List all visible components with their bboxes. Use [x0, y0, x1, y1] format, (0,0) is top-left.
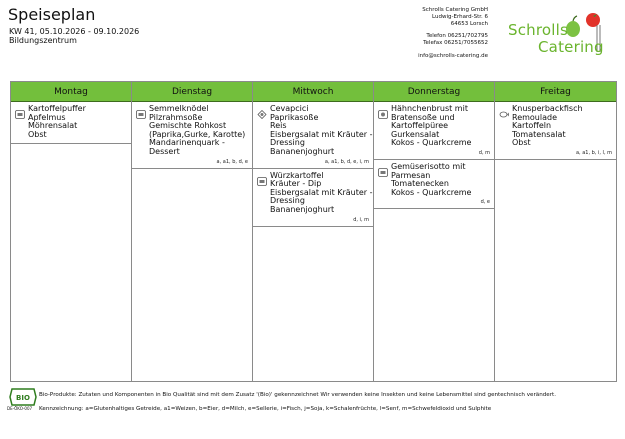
meal-line: (Paprika,Gurke, Karotte) — [149, 129, 246, 139]
meal-line: Reis — [270, 121, 287, 131]
meal-entry — [374, 102, 494, 160]
meal-line: Eisbergsalat mit Kräuter - — [270, 187, 373, 197]
day-header: Montag — [11, 82, 131, 102]
company-email[interactable]: info@schrolls-catering.de — [418, 52, 488, 59]
meal-entry — [374, 160, 494, 209]
logo-word-schrolls: Schrolls — [508, 21, 569, 39]
company-logo — [500, 8, 618, 58]
company-city: 64653 Lorsch — [450, 20, 488, 27]
chicken-icon — [378, 110, 388, 119]
bio-note: Bio-Produkte: Zutaten und Komponenten in Bio Qualität sind mit dem Zusatz '(Bio)' gekennzeichnet Wir verwenden keine Insekten und keine Lebensmittel sind gentechnisch verändert. — [39, 392, 557, 398]
meal-line: Gemüserisotto mit — [391, 161, 466, 171]
meal-entry — [11, 102, 131, 144]
allergen-legend: Kennzeichnung: a=Glutenhaltiges Getreide, a1=Weizen, b=Eier, d=Milch, e=Sellerie, i=Fisch, j=Soja, k=Schalenfrüchte, l=Senf, m=Schwefeldioxid und Sulphite — [39, 406, 492, 412]
company-name: Schrolls Catering GmbH — [422, 7, 488, 13]
company-phone: Telefon 06251/702795 — [426, 33, 488, 40]
meal-line: Würzkartoffel — [270, 170, 324, 180]
meal-line: Möhrensalat — [28, 121, 78, 131]
meal-line: Apfelmus — [28, 112, 66, 122]
meal-line: Mandarinenquark - — [149, 138, 225, 148]
meal-line: Obst — [512, 138, 531, 148]
bio-code: DE-ÖKO-007 — [7, 406, 33, 411]
meal-line: Semmelknödel — [149, 104, 209, 113]
meal-line: Cevapcici — [270, 104, 309, 113]
meal-line: Knusperbackfisch — [512, 104, 583, 113]
dish-icon — [15, 110, 25, 119]
meal-line: Tomatenecken — [391, 179, 449, 189]
dish-icon — [378, 168, 388, 177]
menu-grid — [10, 81, 617, 382]
allergen-codes: a, a1, b, i, l, m — [575, 149, 612, 156]
logo-word-catering: Catering — [538, 38, 604, 56]
day-header: Dienstag — [132, 82, 252, 102]
meal-line: Kräuter - Dip — [270, 179, 322, 189]
meal-entry — [132, 102, 252, 169]
allergen-codes: d, e — [480, 199, 490, 206]
fish-icon — [499, 110, 509, 119]
allergen-codes: a, a1, b, d, e — [216, 158, 248, 165]
allergen-codes: d, m — [478, 149, 490, 156]
dish-icon — [257, 177, 267, 186]
day-column-dienstag — [132, 82, 253, 381]
svg-text:BIO: BIO — [16, 394, 30, 402]
meal-line: Kartoffelpuffer — [28, 104, 86, 113]
meal-line: Gemischte Rohkost — [149, 121, 227, 131]
meal-line: Bratensoße und — [391, 112, 455, 122]
allergen-codes: d, i, m — [353, 216, 369, 223]
meal-line: Eisbergsalat mit Kräuter - — [270, 129, 373, 139]
company-street: Ludwig-Erhard-Str. 6 — [432, 13, 488, 20]
allergen-codes: a, a1, b, d, e, i, m — [324, 158, 369, 165]
meal-line: Pilzrahmsoße — [149, 112, 203, 122]
day-column-freitag — [495, 82, 616, 381]
meal-line: Kartoffeln — [512, 121, 552, 131]
meal-line: Dressing — [270, 138, 305, 148]
week-range: KW 41, 05.10.2026 - 09.10.2026 — [9, 27, 140, 36]
day-header: Donnerstag — [374, 82, 494, 102]
day-column-montag — [11, 82, 132, 381]
meal-line: Gurkensalat — [391, 129, 440, 139]
meal-line: Bananenjoghurt — [270, 146, 335, 156]
pork-icon — [257, 110, 267, 119]
dish-icon — [136, 110, 146, 119]
meal-line: Parmesan — [391, 170, 431, 180]
company-fax: Telefax 06251/7055652 — [423, 40, 488, 47]
meal-line: Obst — [28, 129, 47, 139]
meal-entry — [253, 102, 373, 169]
meal-line: Hähnchenbrust mit — [391, 104, 468, 113]
page-title: Speiseplan — [8, 5, 96, 24]
day-header: Freitag — [495, 82, 616, 102]
location: Bildungszentrum — [9, 36, 77, 45]
company-address — [380, 7, 488, 60]
meal-line: Bananenjoghurt — [270, 204, 335, 214]
meal-line: Paprikasoße — [270, 112, 319, 122]
meal-entry — [253, 169, 373, 227]
meal-line: Tomatensalat — [512, 129, 566, 139]
meal-line: Kokos - Quarkcreme — [391, 138, 472, 148]
bio-seal-icon — [8, 387, 38, 407]
meal-line: Dessert — [149, 146, 180, 156]
meal-line: Remoulade — [512, 112, 558, 122]
meal-line: Kartoffelpüree — [391, 121, 449, 131]
meal-entry — [495, 102, 616, 160]
meal-line: Kokos - Quarkcreme — [391, 187, 472, 197]
day-header: Mittwoch — [253, 82, 373, 102]
meal-line: Dressing — [270, 196, 305, 206]
day-column-mittwoch — [253, 82, 374, 381]
day-column-donnerstag — [374, 82, 495, 381]
